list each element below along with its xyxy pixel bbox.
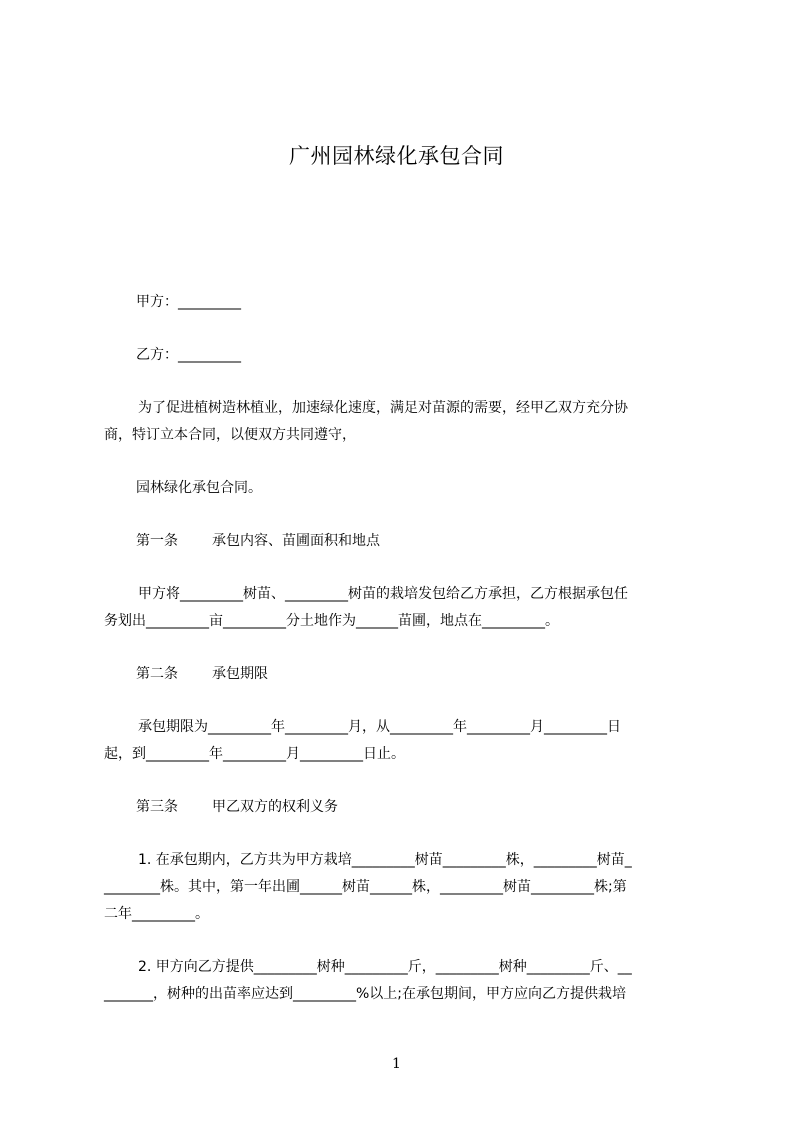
article-2-line-1: 承包期限为_________年_________月，从_________年_________月_________日 — [138, 719, 621, 735]
article-2-heading — [136, 664, 736, 684]
article-2-line-2: 起，到_________年_________月_________日止。 — [104, 746, 405, 762]
clause-1-line-3: 二年_________。 — [104, 906, 209, 922]
document-title: 广州园林绿化承包合同 — [289, 144, 504, 168]
party-a-line: 甲方：_________ — [136, 294, 241, 310]
article-1-number: 第一条 — [136, 533, 178, 549]
article-2-number: 第二条 — [136, 666, 178, 682]
clause-1-line-1: 1. 在承包期内，乙方共为甲方栽培_________树苗_________株，_________树苗_ — [138, 852, 632, 868]
article-1-line-2: 务划出_________亩_________分土地作为______苗圃，地点在_________。 — [104, 613, 559, 629]
clause-2-line-2: _______，树种的出苗率应达到_________%以上;在承包期间，甲方应向乙方提供栽培 — [104, 986, 627, 1002]
article-3-number: 第三条 — [136, 799, 178, 815]
page-number: 1 — [392, 1056, 401, 1072]
party-b-line: 乙方：_________ — [136, 347, 241, 363]
article-1-title: 承包内容、苗圃面积和地点 — [212, 533, 380, 549]
intro-line-1: 为了促进植树造林植业，加速绿化速度，满足对苗源的需要，经甲乙双方充分协 — [138, 400, 628, 416]
article-3-heading — [136, 797, 736, 817]
article-3-title: 甲乙双方的权利义务 — [212, 799, 338, 815]
intro-line-3: 园林绿化承包合同。 — [136, 480, 262, 496]
intro-line-2: 商，特订立本合同，以便双方共同遵守， — [104, 427, 356, 443]
clause-1-line-2: ________株。其中，第一年出圃______树苗______株，_________树苗_________株;第 — [104, 879, 627, 895]
article-1-line-1: 甲方将_________树苗、_________树苗的栽培发包给乙方承担，乙方根据承包任 — [138, 586, 628, 602]
article-1-heading — [136, 531, 736, 551]
clause-2-line-1: 2. 甲方向乙方提供_________树种_________斤，_________树种_________斤、__ — [138, 959, 632, 975]
article-2-title: 承包期限 — [212, 666, 268, 682]
